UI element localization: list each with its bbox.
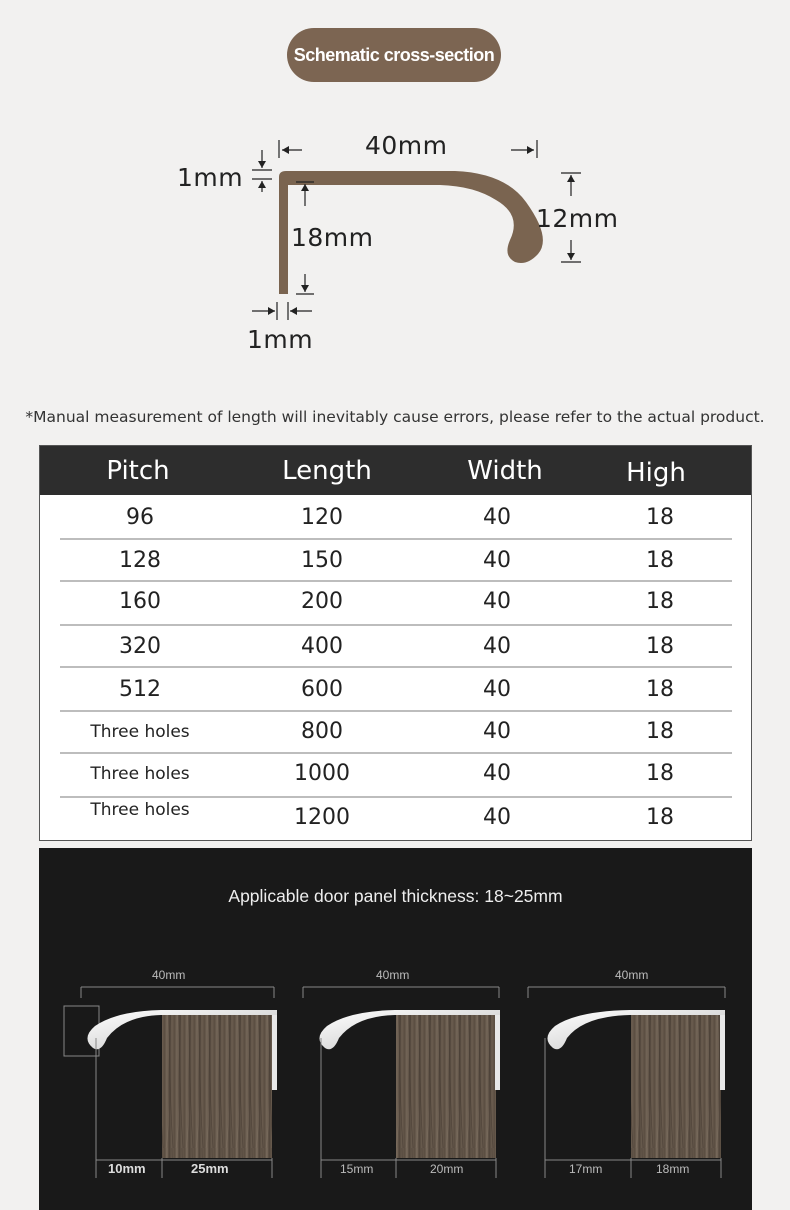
dim-height-label: 18mm [291,223,374,252]
cell-length: 1200 [294,805,350,830]
cell-width: 40 [483,677,511,702]
cell-width: 40 [483,719,511,744]
diagram-1-width-label: 40mm [152,968,186,982]
dim-lip-label: 12mm [536,204,619,233]
table-row [40,625,751,667]
cell-length: 800 [301,719,343,744]
cell-high: 18 [646,548,674,573]
cell-length: 120 [301,505,343,530]
cell-high: 18 [646,805,674,830]
cell-pitch: 320 [119,634,161,659]
cell-width: 40 [483,761,511,786]
cell-high: 18 [646,634,674,659]
cell-length: 150 [301,548,343,573]
cell-pitch: Three holes [90,722,190,742]
cell-width: 40 [483,805,511,830]
table-row [40,496,751,538]
header-pitch: Pitch [106,456,170,486]
diagram-2-gap-label: 15mm [340,1162,374,1176]
header-high: High [626,458,686,488]
cell-pitch: Three holes [90,764,190,784]
diagram-3-gap-label: 17mm [569,1162,603,1176]
diagram-2-width-label: 40mm [376,968,410,982]
table-row [40,710,751,752]
cell-high: 18 [646,677,674,702]
cell-length: 400 [301,634,343,659]
spec-table-header [40,446,751,495]
dim-width-label: 40mm [365,131,448,160]
cell-pitch: 160 [119,589,161,614]
cell-width: 40 [483,634,511,659]
table-row [40,539,751,581]
door-thickness-title: Applicable door panel thickness: 18~25mm [228,886,563,906]
diagram-3-width-label: 40mm [615,968,649,982]
diagram-1-panel-label: 25mm [191,1161,229,1176]
cell-length: 600 [301,677,343,702]
cell-pitch: Three holes [90,800,190,820]
cell-width: 40 [483,589,511,614]
cell-high: 18 [646,505,674,530]
diagram-3-panel-label: 18mm [656,1162,690,1176]
header-length: Length [282,456,372,486]
dim-top-thickness-label: 1mm [177,163,244,192]
cell-width: 40 [483,505,511,530]
cell-pitch: 512 [119,677,161,702]
cell-high: 18 [646,719,674,744]
cell-length: 200 [301,589,343,614]
thickness-diagram-2 [303,987,500,1178]
section-title-badge: Schematic cross-section [287,28,501,82]
diagram-1-gap-label: 10mm [108,1161,146,1176]
table-row [40,580,751,622]
door-thickness-diagrams [39,848,752,1210]
cell-length: 1000 [294,761,350,786]
cell-high: 18 [646,761,674,786]
thickness-diagram-3 [528,987,725,1178]
cell-width: 40 [483,548,511,573]
measurement-note: *Manual measurement of length will inevitably cause errors, please refer to the actual product. [25,408,765,426]
header-width: Width [467,456,543,486]
spec-table [39,445,752,841]
cell-pitch: 96 [126,505,154,530]
cell-pitch: 128 [119,548,161,573]
table-row [40,796,751,838]
thickness-diagram-1 [64,987,277,1178]
cell-high: 18 [646,589,674,614]
diagram-2-panel-label: 20mm [430,1162,464,1176]
dim-leg-thickness-label: 1mm [247,325,314,354]
table-row [40,668,751,710]
door-thickness-panel [39,848,752,1210]
